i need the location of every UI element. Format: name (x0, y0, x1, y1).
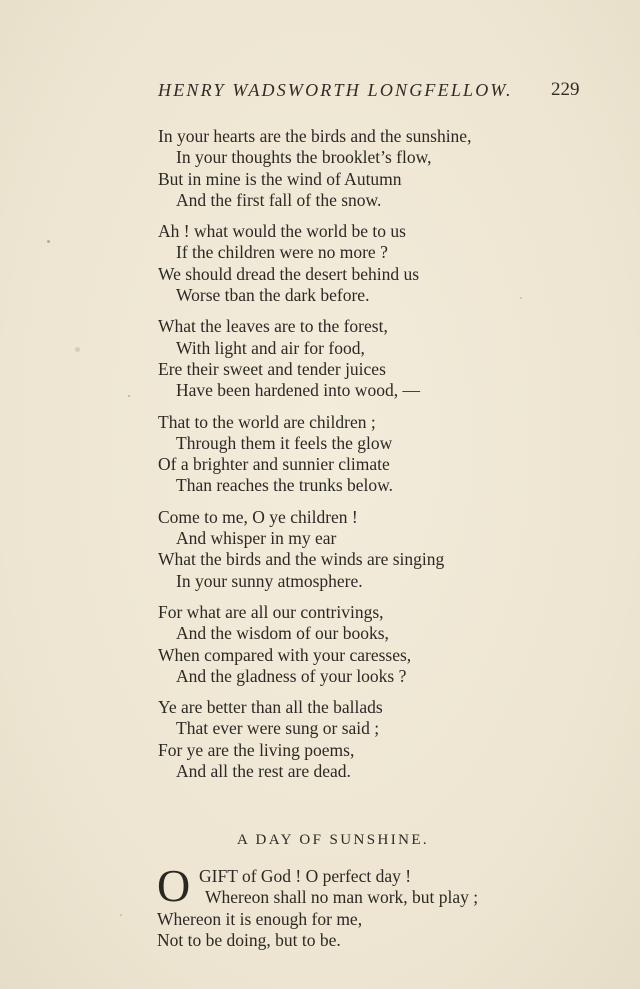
poem-line: And all the rest are dead. (176, 761, 351, 782)
poem-line: But in mine is the wind of Autumn (158, 168, 402, 189)
poem-line: Ah ! what would the world be to us (158, 221, 406, 242)
paper-speck (75, 347, 80, 352)
poem-line: We should dread the desert behind us (158, 263, 420, 284)
running-head: HENRY WADSWORTH LONGFELLOW. (158, 80, 513, 100)
poem-line: And the wisdom of our books, (176, 623, 389, 644)
paper-speck (520, 297, 522, 299)
poem-line: Ye are better than all the ballads (158, 697, 383, 718)
poem-line: Through them it feels the glow (176, 432, 393, 453)
poem-line: In your sunny atmosphere. (176, 570, 363, 591)
poem-line: With light and air for food, (176, 337, 365, 358)
drop-cap: O (157, 860, 191, 911)
poem-line: Not to be doing, but to be. (157, 929, 341, 950)
poem-line: What the leaves are to the forest, (158, 316, 388, 337)
poem-line: GIFT of God ! O perfect day ! (199, 866, 412, 886)
second-poem (157, 860, 597, 951)
stanza (158, 602, 588, 687)
poem-line: Whereon it is enough for me, (157, 908, 363, 929)
poem-line: Of a brighter and sunnier climate (158, 454, 390, 475)
poem-line: Ere their sweet and tender juices (158, 358, 386, 379)
page-header (0, 80, 640, 104)
paper-speck (128, 395, 130, 397)
poem-line: For ye are the living poems, (158, 739, 355, 760)
poem-line: Whereon shall no man work, but play ; (205, 887, 479, 908)
page-number: 229 (551, 79, 580, 100)
poem-line: When compared with your caresses, (158, 644, 412, 665)
poem-line: That to the world are children ; (158, 411, 376, 432)
paper-speck (47, 240, 50, 243)
poem-line: If the children were no more ? (176, 242, 388, 263)
stanza (158, 221, 588, 306)
poem-line: And whisper in my ear (176, 528, 337, 549)
stanza (158, 316, 588, 401)
stanza (158, 126, 588, 211)
poem-line: Have been hardened into wood, — (176, 380, 420, 401)
poem-line: Than reaches the trunks below. (176, 475, 394, 496)
stanza (158, 697, 588, 782)
poem-line: In your thoughts the brooklet’s flow, (176, 147, 432, 168)
poem-line: Come to me, O ye children ! (158, 506, 358, 527)
poem-line: And the first fall of the snow. (176, 189, 382, 210)
stanza (158, 412, 588, 497)
section-title: A DAY OF SUNSHINE. (236, 832, 430, 848)
paper-speck (120, 914, 122, 916)
stanza (158, 507, 588, 592)
poem-line: In your hearts are the birds and the sunshine, (158, 126, 472, 146)
poem-line: For what are all our contrivings, (158, 601, 384, 622)
poem-line: And the gladness of your looks ? (176, 665, 407, 686)
poem-line: Worse tban the dark before. (176, 285, 370, 306)
poem-line: That ever were sung or said ; (176, 718, 380, 739)
poem-body (158, 126, 588, 792)
poem-line: What the birds and the winds are singing (158, 549, 445, 570)
